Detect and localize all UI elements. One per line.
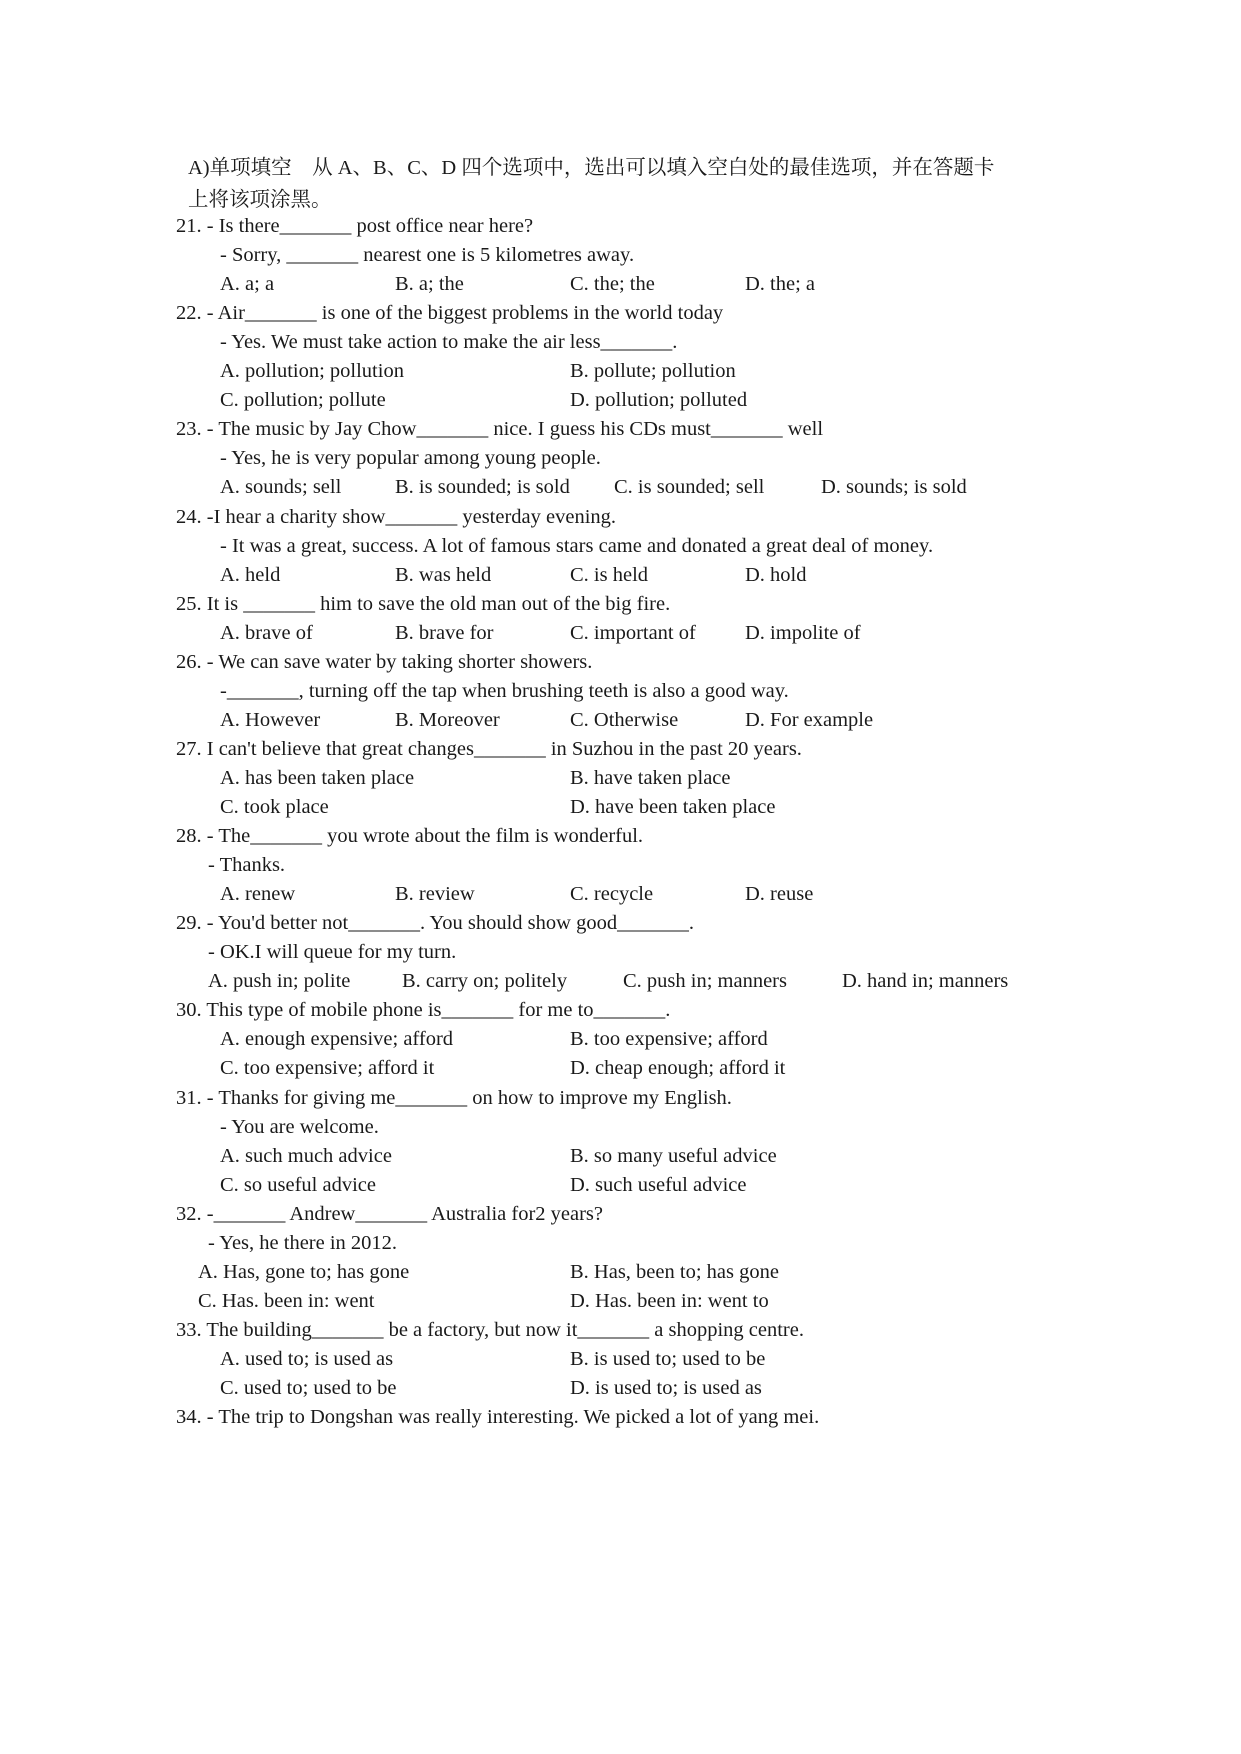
dialogue-line: - Yes, he is very popular among young people.	[220, 447, 601, 470]
option-row	[220, 1372, 1120, 1404]
question-stem: 32. -_______ Andrew_______ Australia for2 years?	[176, 1202, 603, 1225]
option: C. used to; used to be	[220, 1377, 397, 1399]
dialogue-line: - Sorry, _______ nearest one is 5 kilometres away.	[220, 244, 635, 267]
option: D. have been taken place	[570, 796, 776, 818]
option: B. brave for	[395, 621, 494, 644]
option: A. sounds; sell	[220, 476, 342, 499]
question-stem: 21. - Is there_______ post office near here?	[176, 215, 534, 237]
option-row	[220, 355, 1120, 387]
option: B. have taken place	[570, 766, 731, 789]
dialogue-line: - Thanks.	[208, 854, 286, 877]
option: D. For example	[745, 708, 874, 731]
option-row	[220, 617, 1120, 649]
dialogue-line: - Yes, he there in 2012.	[208, 1231, 398, 1254]
option: D. the; a	[745, 273, 816, 296]
option: D. impolite of	[745, 621, 861, 644]
instructions-line-1: A)单项填空 从 A、B、C、D 四个选项中，选出可以填入空白处的最佳选项，并在答题卡	[188, 157, 995, 179]
option-row	[198, 1256, 1098, 1288]
option-row	[220, 1140, 1120, 1172]
option: D. cheap enough; afford it	[570, 1057, 786, 1080]
question-stem: 22. - Air_______ is one of the biggest problems in the world today	[176, 302, 724, 325]
option: D. Has. been in: went to	[570, 1289, 769, 1312]
option: A. held	[220, 563, 281, 586]
option: C. push in; manners	[623, 970, 787, 993]
option: B. carry on; politely	[402, 970, 568, 993]
dialogue-line: - It was a great, success. A lot of famous stars came and donated a great deal of money.	[220, 534, 934, 557]
option-row	[220, 384, 1120, 416]
option: C. took place	[220, 796, 329, 818]
option: C. is held	[570, 563, 649, 586]
option: B. a; the	[395, 273, 464, 296]
option-row	[220, 878, 1120, 910]
option: B. review	[395, 883, 475, 906]
option-row	[220, 1052, 1120, 1084]
option: C. recycle	[570, 883, 654, 906]
option: B. pollute; pollution	[570, 360, 736, 383]
option-row	[220, 704, 1120, 736]
question-stem: 26. - We can save water by taking shorter showers.	[176, 650, 593, 673]
option: B. Moreover	[395, 708, 500, 731]
option-row	[220, 762, 1120, 794]
option: C. Otherwise	[570, 708, 679, 731]
option: B. too expensive; afford	[570, 1028, 768, 1051]
option: B. was held	[395, 563, 492, 586]
option: B. Has, been to; has gone	[570, 1260, 779, 1283]
question-stem: 29. - You'd better not_______. You should show good_______.	[176, 912, 694, 935]
option: A. renew	[220, 883, 296, 906]
instructions-line-2: 上将该项涂黑。	[188, 189, 332, 211]
question-stem: 34. - The trip to Dongshan was really interesting. We picked a lot of yang mei.	[176, 1406, 820, 1429]
option: D. such useful advice	[570, 1173, 747, 1196]
option: A. such much advice	[220, 1144, 392, 1167]
section-instructions	[188, 152, 1068, 216]
option: D. reuse	[745, 883, 814, 906]
option: D. hand in; manners	[842, 970, 1009, 993]
option-row	[208, 965, 1108, 997]
option: C. Has. been in: went	[198, 1289, 375, 1312]
question-stem: 24. -I hear a charity show_______ yesterday evening.	[176, 505, 617, 528]
option-row	[220, 791, 1120, 823]
question-stem: 28. - The_______ you wrote about the film is wonderful.	[176, 825, 644, 848]
dialogue-line: -_______, turning off the tap when brushing teeth is also a good way.	[220, 679, 789, 702]
option: C. the; the	[570, 273, 655, 296]
option: D. is used to; is used as	[570, 1377, 762, 1399]
option: A. has been taken place	[220, 766, 415, 789]
option: C. pollution; pollute	[220, 389, 386, 412]
option: B. is sounded; is sold	[395, 476, 570, 499]
option: A. Has, gone to; has gone	[198, 1260, 410, 1283]
option: C. is sounded; sell	[614, 476, 765, 499]
option: A. used to; is used as	[220, 1347, 394, 1370]
option: A. brave of	[220, 621, 313, 644]
dialogue-line: - Yes. We must take action to make the air less_______.	[220, 331, 678, 354]
option: C. so useful advice	[220, 1173, 376, 1196]
option: A. pollution; pollution	[220, 360, 404, 383]
option: C. important of	[570, 621, 696, 644]
question-stem: 31. - Thanks for giving me_______ on how to improve my English.	[176, 1086, 732, 1109]
option-row	[220, 471, 1120, 503]
option: A. However	[220, 708, 321, 731]
question-stem: 23. - The music by Jay Chow_______ nice. I guess his CDs must_______ well	[176, 418, 824, 441]
option: A. push in; polite	[208, 970, 351, 993]
question-stem: 33. The building_______ be a factory, but now it_______ a shopping centre.	[176, 1318, 804, 1341]
option: D. hold	[745, 563, 807, 586]
option-row	[220, 559, 1120, 591]
option-row	[220, 268, 1120, 300]
option-row	[220, 1023, 1120, 1055]
question-stem: 25. It is _______ him to save the old man out of the big fire.	[176, 592, 671, 615]
option: A. a; a	[220, 273, 275, 296]
dialogue-line: - OK.I will queue for my turn.	[208, 941, 457, 964]
question-stem: 30. This type of mobile phone is_______ for me to_______.	[176, 999, 671, 1022]
option-row	[220, 1343, 1120, 1375]
option: B. is used to; used to be	[570, 1347, 766, 1370]
option: A. enough expensive; afford	[220, 1028, 454, 1051]
option: B. so many useful advice	[570, 1144, 777, 1167]
option-row	[220, 1169, 1120, 1201]
dialogue-line: - You are welcome.	[220, 1115, 379, 1138]
option: D. pollution; polluted	[570, 389, 748, 412]
option-row	[198, 1285, 1098, 1317]
option: D. sounds; is sold	[821, 476, 967, 499]
option: C. too expensive; afford it	[220, 1057, 435, 1080]
question-stem: 27. I can't believe that great changes_______ in Suzhou in the past 20 years.	[176, 737, 802, 760]
